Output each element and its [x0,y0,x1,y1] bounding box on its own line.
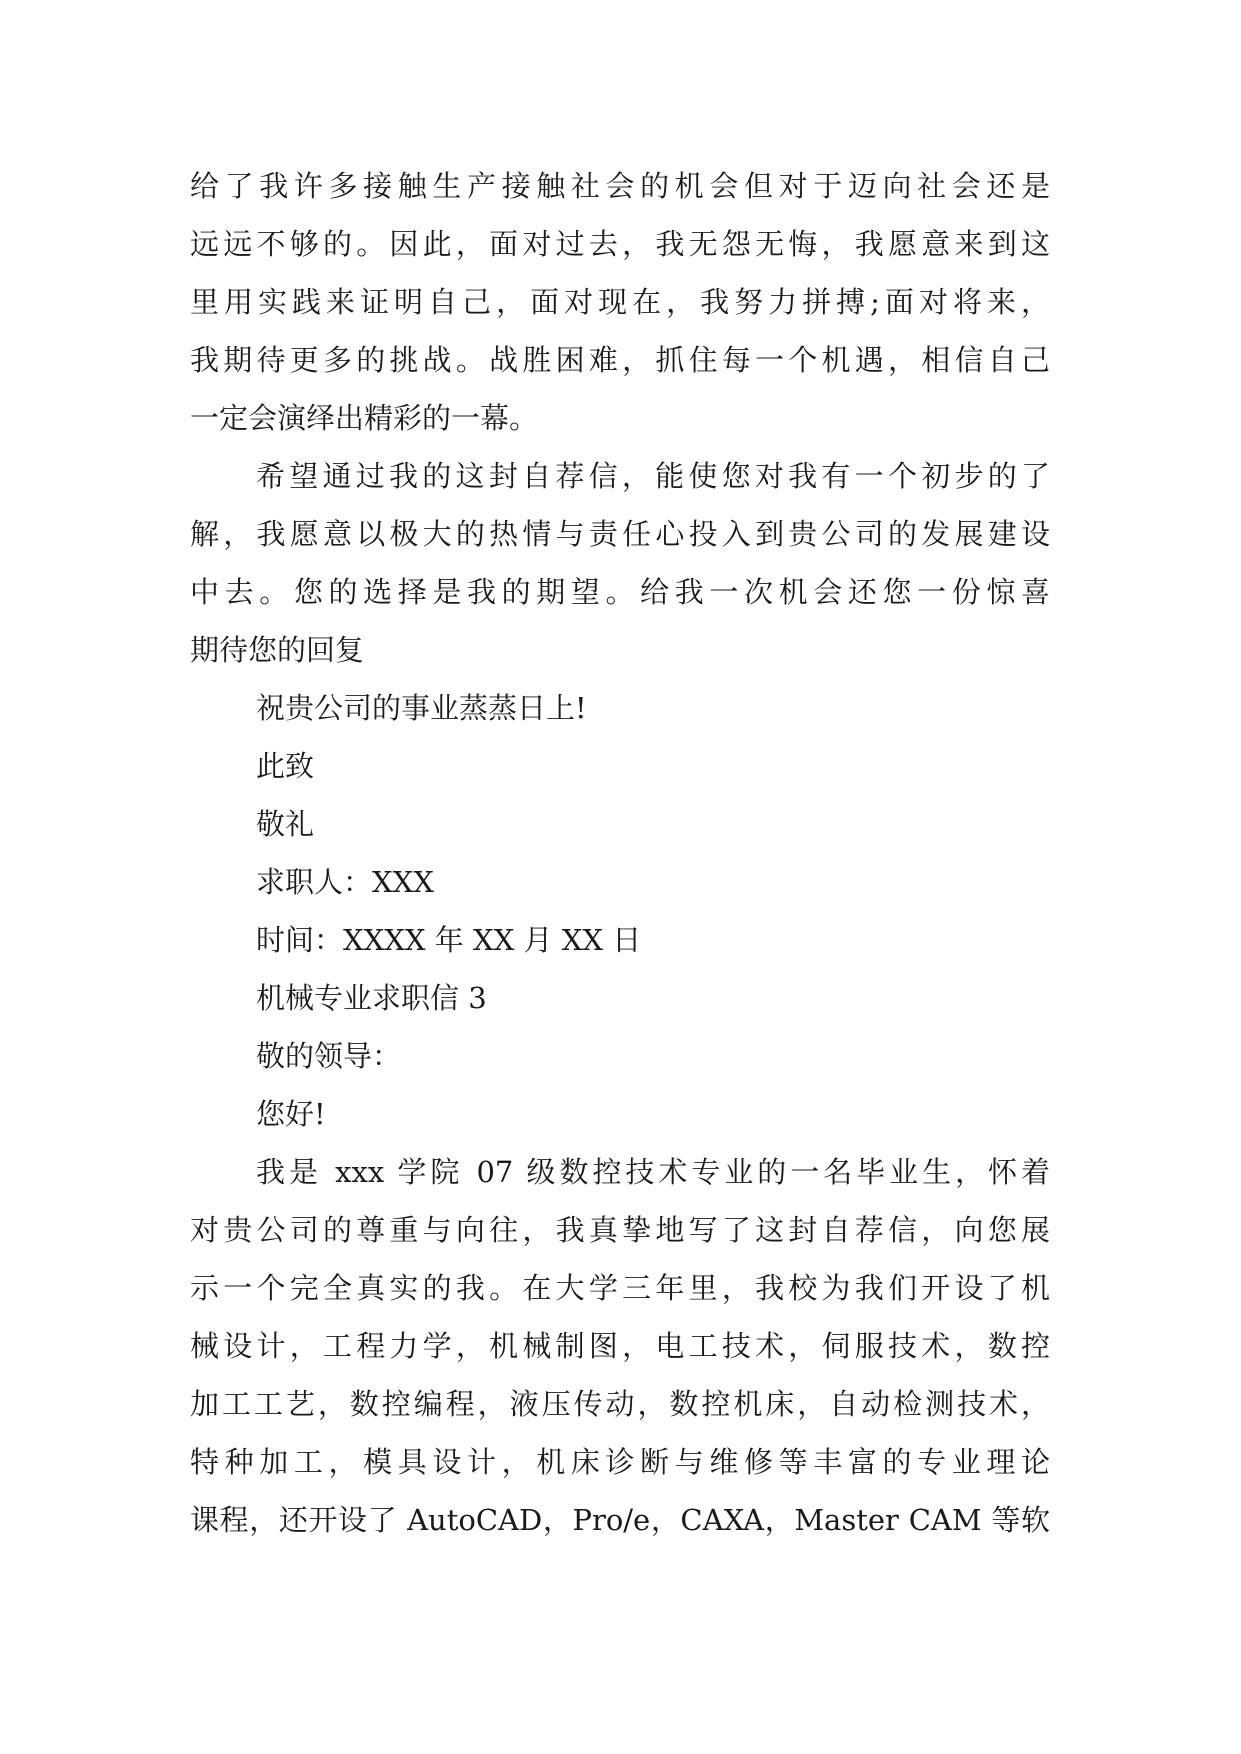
salutation-cizhi: 此致 [256,749,315,783]
paragraph-first-line: 希望通过我的这封自荐信，能使您对我有一个初步的了 [256,459,1050,493]
section-title: 机械专业求职信 3 [256,981,487,1015]
body-line: 我期待更多的挑战。战胜困难，抓住每一个机遇，相信自己 [190,343,1050,377]
body-line: 特种加工，模具设计，机床诊断与维修等丰富的专业理论 [190,1445,1050,1479]
paragraph-first-line: 我是 xxx 学院 07 级数控技术专业的一名毕业生，怀着 [256,1155,1050,1189]
greeting-recipient: 敬的领导： [256,1039,402,1073]
body-line: 一定会演绎出精彩的一幕。 [190,401,539,435]
body-line: 给了我许多接触生产接触社会的机会但对于迈向社会还是 [190,169,1050,203]
date-line: 时间：XXXX 年 XX 月 XX 日 [256,923,642,957]
body-line: 远远不够的。因此，面对过去，我无怨无悔，我愿意来到这 [190,227,1050,261]
body-line: 课程，还开设了 AutoCAD，Pro/e，CAXA，Master CAM 等软 [190,1503,1050,1537]
body-line: 对贵公司的尊重与向往，我真挚地写了这封自荐信，向您展 [190,1213,1050,1247]
body-line: 解，我愿意以极大的热情与责任心投入到贵公司的发展建设 [190,517,1050,551]
body-line: 加工工艺，数控编程，液压传动，数控机床，自动检测技术， [190,1387,1050,1421]
body-line: 期待您的回复 [190,633,365,667]
closing-wish: 祝贵公司的事业蒸蒸日上! [256,691,587,725]
body-line: 示一个完全真实的我。在大学三年里，我校为我们开设了机 [190,1271,1050,1305]
body-line: 械设计，工程力学，机械制图，电工技术，伺服技术，数控 [190,1329,1050,1363]
body-line: 中去。您的选择是我的期望。给我一次机会还您一份惊喜 [190,575,1050,609]
greeting-hello: 您好! [256,1097,326,1131]
applicant-line: 求职人：XXX [256,865,434,899]
body-line: 里用实践来证明自己，面对现在，我努力拼搏;面对将来， [190,285,1050,319]
salutation-jingli: 敬礼 [256,807,315,841]
